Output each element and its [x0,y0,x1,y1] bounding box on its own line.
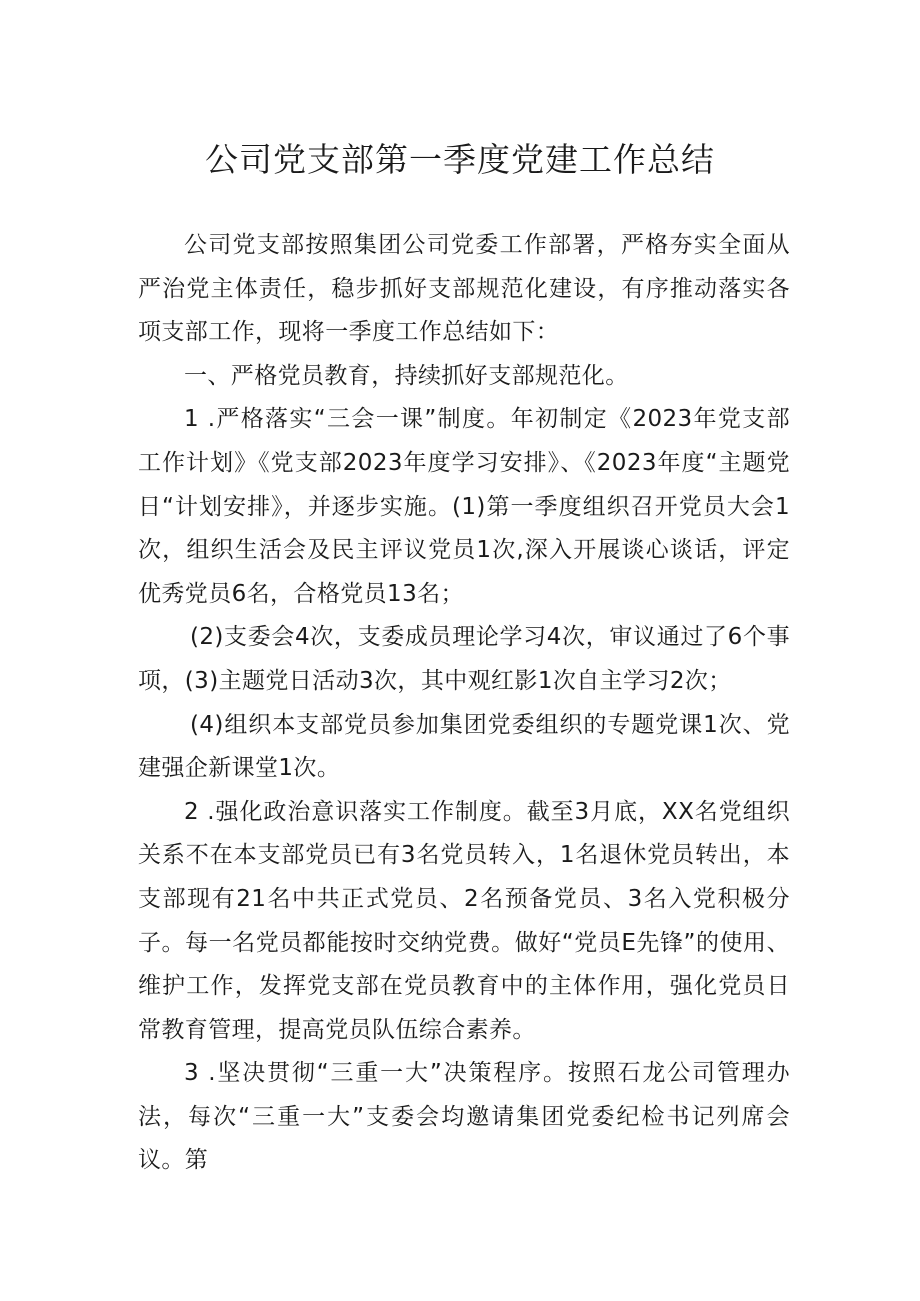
document-title: 公司党支部第一季度党建工作总结 [205,140,715,179]
section-heading-1: 一、严格党员教育，持续抓好支部规范化。 [184,362,629,389]
item-paragraph-1-2: (2)支委会4次，支委成员理论学习4次，审议通过了6个事项，(3)主题党日活动3次，其中观红影1次自主学习2次； [138,624,790,694]
item-paragraph-3: 3 .坚决贯彻“三重一大”决策程序。按照石龙公司管理办法，每次“三重一大”支委会均邀请集团党委纪检书记列席会议。第 [138,1060,790,1174]
item-paragraph-1: 1 .严格落实“三会一课”制度。年初制定《2023年党支部工作计划》《党支部2023年度学习安排》、《2023年度“主题党日“计划安排》，并逐步实施。(1)第一季度组织召开党员大会1次，组织生活会及民主评议党员1次,深入开展谈心谈话，评定优秀党员6名，合格党员13名； [138,406,790,607]
item-paragraph-2: 2 .强化政治意识落实工作制度。截至3月底，XX名党组织关系不在本支部党员已有3名党员转入，1名退休党员转出，本支部现有21名中共正式党员、2名预备党员、3名入党积极分子。每一名党员都能按时交纳党费。做好“党员E先锋”的使用、维护工作，发挥党支部在党员教育中的主体作用，强化党员日常教育管理，提高党员队伍综合素养。 [138,798,790,1043]
intro-paragraph: 公司党支部按照集团公司党委工作部署，严格夯实全面从严治党主体责任，稳步抓好支部规范化建设，有序推动落实各项支部工作，现将一季度工作总结如下： [138,232,790,346]
item-paragraph-1-4: (4)组织本支部党员参加集团党委组织的专题党课1次、党建强企新课堂1次。 [138,711,790,782]
document-body [138,224,790,1183]
